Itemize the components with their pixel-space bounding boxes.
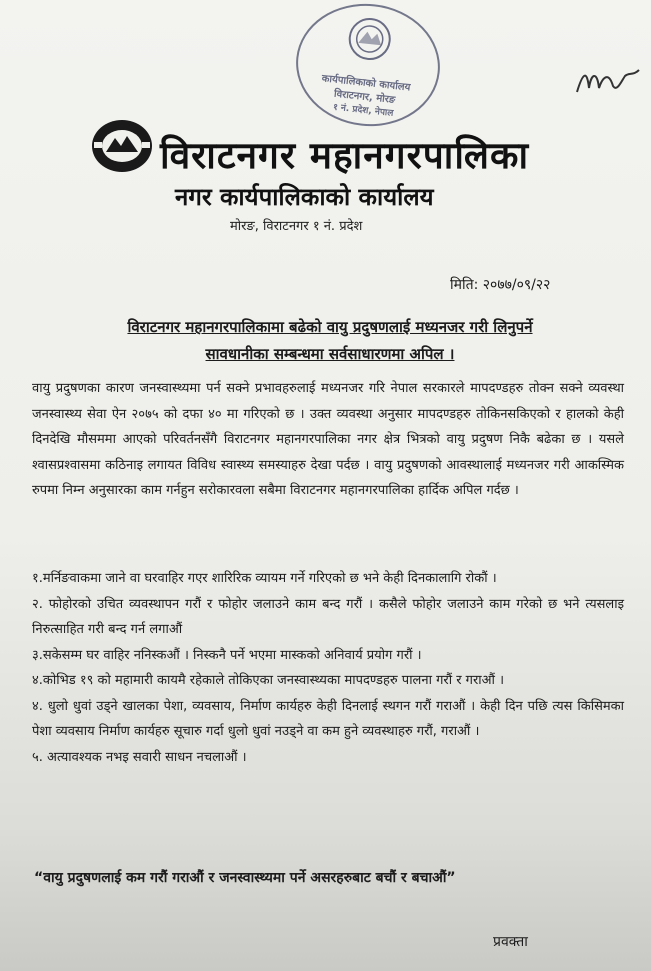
office-stamp <box>290 0 446 133</box>
subject-line-1: विराटनगर महानगरपालिकामा बढेको वायु प्रदुषणलाई मध्यनजर गरी लिनुपर्ने <box>127 318 533 336</box>
subject-line-2: सावधानीका सम्बन्धमा सर्वसाधारणमा अपिल । <box>205 345 455 363</box>
list-item: १.मर्निङवाकमा जाने वा घरवाहिर गएर शारिरिक व्यायम गर्ने गरिएको छ भने केही दिनकालागि रोकौं । <box>32 571 497 586</box>
list-item: ३.सकेसम्म घर वाहिर ननिस्कऔं । निस्कनै पर्ने भएमा मास्कको अनिवार्य प्रयोग गरौं । <box>32 647 422 663</box>
notice-subject <box>60 314 600 368</box>
appeal-list <box>32 566 624 770</box>
list-item: २. फोहोरको उचित व्यवस्थापन गरौं र फोहोर जलाउने काम बन्द गरौं । कसैले फोहोर जलाउने काम गरेको छ भने त्यसलाइ निरुत्साहित गरी बन्द गर्न लगाऔं <box>32 596 624 637</box>
notice-date: मिति: २०७७/०९/२२ <box>450 277 551 293</box>
notice-body-paragraph: वायु प्रदुषणका कारण जनस्वास्थ्यमा पर्न सक्ने प्रभावहरुलाई मध्यनजर गरि नेपाल सरकारले मापदण्डहरु तोक्न सक्ने व्यवस्था जनस्वास्थ्य सेवा ऐन २०७५ को दफा ४० मा गरिएको छ । उक्त व्यवस्था अनुसार मापदण्डहरु तोकिनसकिएको र हालको केही दिनदेखि मौसममा आएको परिवर्तनसँगै विराटनगर महानगरपालिका नगर क्षेत्र भित्रको वायु प्रदुषण निकै बढेका छ । यसले श्वासप्रश्वासमा कठिनाइ लगायत विविध स्वास्थ्य समस्याहरु देखा पर्दछ । वायु प्रदुषणको आवस्थालाई मध्यनजर गरी आकस्मिक रुपमा निम्न अनुसारका काम गर्नहुन सरोकारवला सबैमा विराटनगर महानगरपालिका हार्दिक अपिल गर्दछ । <box>32 381 624 498</box>
stamp-line-2: विराटनगर, मोरङ <box>333 88 396 107</box>
municipality-logo-icon <box>90 118 154 174</box>
stamp-line-3: १ नं. प्रदेश, नेपाल <box>332 102 394 119</box>
signature-icon <box>573 62 643 102</box>
office-title: नगर कार्यपालिकाको कार्यालय <box>175 183 434 211</box>
notice-slogan: “वायु प्रदुषणलाई कम गरौं गराऔं र जनस्वास्थ्यमा पर्ने असरहरुबाट बचौं र बचाऔं” <box>34 870 456 886</box>
stamp-line-1: कार्यपालिकाको कार्यालय <box>321 73 411 94</box>
stamp-emblem-icon <box>344 14 395 65</box>
list-item: ४. धुलो धुवां उड्ने खालका पेशा, व्यवसाय, निर्माण कार्यहरु केही दिनलाई स्थगन गरौं गराऔं । केही दिन पछि त्यस किसिमका पेशा व्यवसाय निर्माण कार्यहरु सूचारु गर्दा धुलो धुवां नउड्ने वा कम हुने व्यवस्थाहरु गरौं, गराऔं । <box>32 698 624 739</box>
office-address: मोरङ, विराटनगर १ नं. प्रदेश <box>230 219 363 234</box>
spokesperson-title: प्रवक्ता <box>493 934 528 950</box>
list-item: ५. अत्यावश्यक नभइ सवारी साधन नचलाऔं । <box>32 749 247 765</box>
list-item: ४.कोभिड १९ को महामारी कायमै रहेकाले तोकिएका जनस्वास्थ्यका मापदण्डहरु पालना गरौं र गराऔं । <box>32 673 505 688</box>
organization-title: विराटनगर महानगरपालिका <box>160 134 530 177</box>
